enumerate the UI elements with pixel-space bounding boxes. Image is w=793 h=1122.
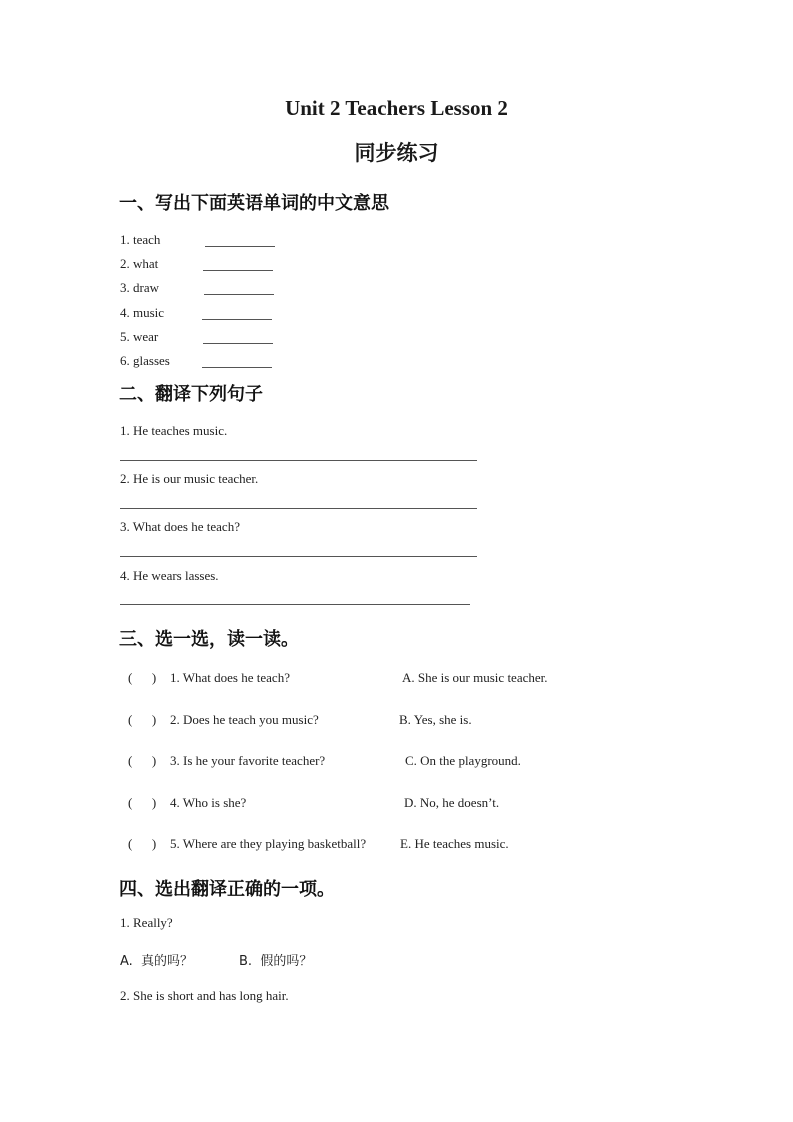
section-4-heading: 四、选出翻译正确的一项。	[119, 879, 335, 900]
answer-blank[interactable]	[205, 246, 275, 247]
word-item: 3. draw	[120, 280, 159, 295]
answer-blank[interactable]	[202, 319, 272, 320]
word-item: 1. teach	[120, 232, 161, 247]
match-question: 4. Who is she?	[170, 795, 247, 810]
answer-paren[interactable]: ( )	[128, 753, 157, 768]
word-item: 4. music	[120, 305, 165, 320]
answer-paren[interactable]: ( )	[128, 836, 157, 851]
match-option: D. No, he doesn’t.	[404, 795, 500, 810]
match-option: C. On the playground.	[405, 753, 521, 768]
word-item: 5. wear	[120, 329, 159, 344]
section-2-heading: 二、翻译下列句子	[119, 384, 263, 405]
answer-blank[interactable]	[203, 270, 273, 271]
match-option: A. She is our music teacher.	[402, 670, 548, 685]
answer-paren[interactable]: ( )	[128, 795, 157, 810]
match-question: 3. Is he your favorite teacher?	[170, 753, 326, 768]
translation-line[interactable]	[120, 556, 477, 557]
sentence-item: 2. He is our music teacher.	[120, 471, 259, 486]
match-question: 2. Does he teach you music?	[170, 712, 319, 727]
answer-blank[interactable]	[202, 367, 272, 368]
section-3-heading: 三、选一选，读一读。	[119, 629, 299, 650]
match-question: 5. Where are they playing basketball?	[170, 836, 367, 851]
match-option: E. He teaches music.	[400, 836, 509, 851]
word-item: 6. glasses	[120, 353, 170, 368]
sentence-item: 4. He wears lasses.	[120, 568, 219, 583]
page-subtitle: 同步练习	[354, 141, 439, 165]
answer-paren[interactable]: ( )	[128, 670, 157, 685]
section-1-heading: 一、写出下面英语单词的中文意思	[119, 193, 389, 214]
translate-question: 1. Really?	[120, 915, 173, 930]
option-b[interactable]: B. 假的吗？	[239, 954, 313, 969]
option-a[interactable]: A. 真的吗？	[120, 954, 194, 969]
answer-paren[interactable]: ( )	[128, 712, 157, 727]
sentence-item: 1. He teaches music.	[120, 423, 228, 438]
translation-line[interactable]	[120, 604, 470, 605]
match-question: 1. What does he teach?	[170, 670, 290, 685]
answer-blank[interactable]	[204, 294, 274, 295]
word-item: 2. what	[120, 256, 159, 271]
answer-blank[interactable]	[203, 343, 273, 344]
sentence-item: 3. What does he teach?	[120, 519, 240, 534]
page-title: Unit 2 Teachers Lesson 2	[285, 96, 508, 120]
translation-line[interactable]	[120, 508, 477, 509]
translate-question: 2. She is short and has long hair.	[120, 988, 289, 1003]
match-option: B. Yes, she is.	[399, 712, 472, 727]
translation-line[interactable]	[120, 460, 477, 461]
